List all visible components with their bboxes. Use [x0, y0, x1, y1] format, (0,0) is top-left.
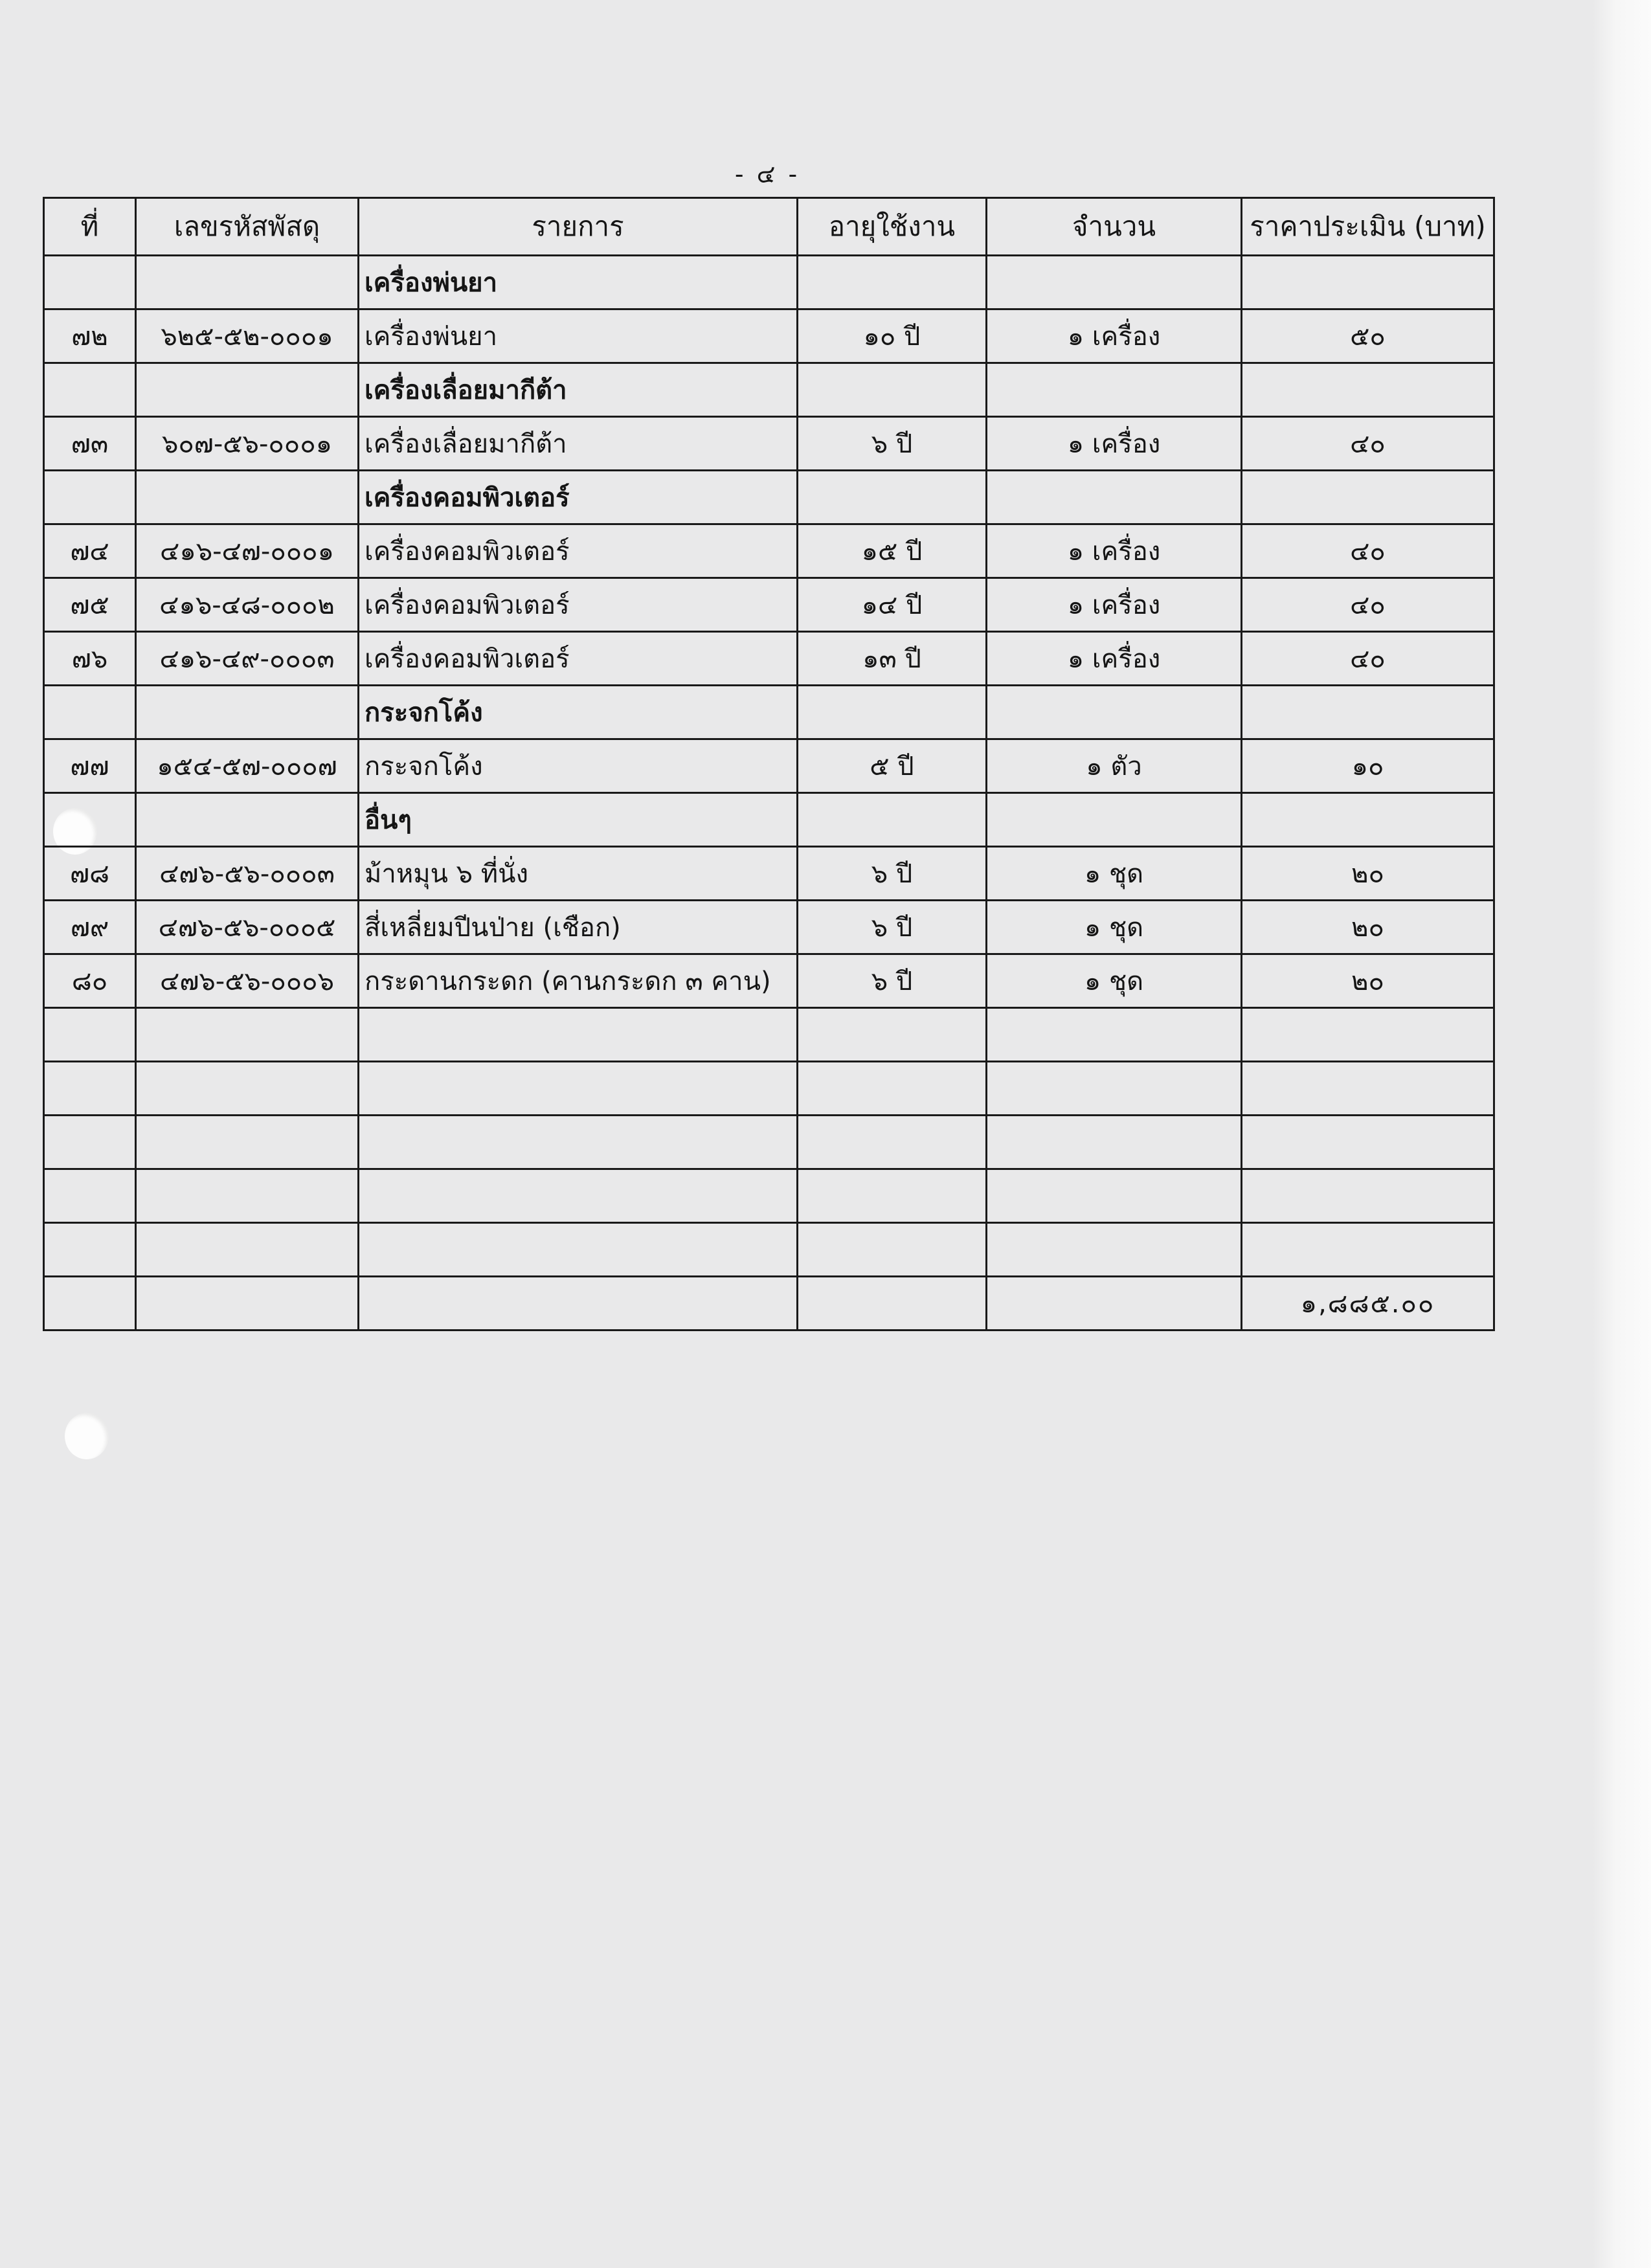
total-cell-empty	[136, 1277, 359, 1330]
item-name: อื่นๆ	[359, 793, 798, 847]
item-code	[136, 1116, 359, 1169]
row-number: ๗๔	[44, 524, 136, 578]
row-number	[44, 471, 136, 524]
item-name	[359, 1223, 798, 1277]
appraised-price	[1242, 793, 1494, 847]
appraised-price: ๑๐	[1242, 739, 1494, 793]
appraised-price: ๔๐	[1242, 417, 1494, 471]
quantity	[987, 256, 1242, 309]
row-number	[44, 793, 136, 847]
item-name: เครื่องเลื่อยมากีต้า	[359, 363, 798, 417]
row-number	[44, 363, 136, 417]
page-edge-shadow	[1593, 0, 1651, 2268]
item-code	[136, 363, 359, 417]
header-code: เลขรหัสพัสดุ	[136, 198, 359, 256]
total-cell-empty	[359, 1277, 798, 1330]
row-number	[44, 1008, 136, 1062]
useful-life: ๑๓ ปี	[798, 632, 987, 686]
table-row	[44, 954, 1494, 1008]
table-row	[44, 1008, 1494, 1062]
row-number: ๗๙	[44, 901, 136, 954]
quantity	[987, 1223, 1242, 1277]
page-number: - ๔ -	[734, 160, 800, 188]
category-row	[44, 363, 1494, 417]
item-name: กระจกโค้ง	[359, 739, 798, 793]
item-name	[359, 1169, 798, 1223]
useful-life	[798, 256, 987, 309]
appraised-price	[1242, 686, 1494, 739]
table-row	[44, 1062, 1494, 1116]
useful-life	[798, 1116, 987, 1169]
useful-life: ๖ ปี	[798, 901, 987, 954]
row-number	[44, 1062, 136, 1116]
header-price: ราคาประเมิน (บาท)	[1242, 198, 1494, 256]
useful-life: ๖ ปี	[798, 954, 987, 1008]
item-code	[136, 793, 359, 847]
item-code	[136, 686, 359, 739]
useful-life: ๑๔ ปี	[798, 578, 987, 632]
item-name	[359, 1008, 798, 1062]
table-row	[44, 847, 1494, 901]
useful-life	[798, 471, 987, 524]
useful-life	[798, 686, 987, 739]
appraised-price: ๔๐	[1242, 524, 1494, 578]
row-number: ๗๘	[44, 847, 136, 901]
header-life: อายุใช้งาน	[798, 198, 987, 256]
item-code: ๔๗๖-๕๖-๐๐๐๖	[136, 954, 359, 1008]
appraised-price	[1242, 1223, 1494, 1277]
appraised-price: ๔๐	[1242, 578, 1494, 632]
row-number: ๗๗	[44, 739, 136, 793]
appraised-price: ๒๐	[1242, 847, 1494, 901]
item-name	[359, 1062, 798, 1116]
useful-life	[798, 1062, 987, 1116]
header-qty: จำนวน	[987, 198, 1242, 256]
appraised-price	[1242, 471, 1494, 524]
item-name	[359, 1116, 798, 1169]
table-row	[44, 578, 1494, 632]
table-row	[44, 632, 1494, 686]
category-row	[44, 793, 1494, 847]
quantity: ๑ เครื่อง	[987, 417, 1242, 471]
row-number	[44, 1116, 136, 1169]
header-no: ที่	[44, 198, 136, 256]
item-code: ๔๑๖-๔๘-๐๐๐๒	[136, 578, 359, 632]
item-code: ๔๗๖-๕๖-๐๐๐๕	[136, 901, 359, 954]
item-name: ม้าหมุน ๖ ที่นั่ง	[359, 847, 798, 901]
quantity	[987, 1008, 1242, 1062]
quantity	[987, 1062, 1242, 1116]
table-row	[44, 1116, 1494, 1169]
appraised-price	[1242, 1169, 1494, 1223]
item-name: เครื่องคอมพิวเตอร์	[359, 524, 798, 578]
quantity: ๑ ชุด	[987, 847, 1242, 901]
useful-life: ๖ ปี	[798, 847, 987, 901]
category-row	[44, 471, 1494, 524]
appraised-price: ๔๐	[1242, 632, 1494, 686]
item-name: สี่เหลี่ยมปีนป่าย (เชือก)	[359, 901, 798, 954]
useful-life	[798, 363, 987, 417]
item-code	[136, 256, 359, 309]
useful-life	[798, 1223, 987, 1277]
inventory-table	[43, 197, 1495, 1331]
useful-life: ๖ ปี	[798, 417, 987, 471]
quantity: ๑ เครื่อง	[987, 632, 1242, 686]
row-number	[44, 1223, 136, 1277]
total-row	[44, 1277, 1494, 1330]
quantity	[987, 363, 1242, 417]
quantity: ๑ เครื่อง	[987, 309, 1242, 363]
useful-life: ๕ ปี	[798, 739, 987, 793]
header-item: รายการ	[359, 198, 798, 256]
useful-life: ๑๕ ปี	[798, 524, 987, 578]
table-row	[44, 1169, 1494, 1223]
appraised-price	[1242, 1062, 1494, 1116]
item-code	[136, 1169, 359, 1223]
table-row	[44, 901, 1494, 954]
useful-life	[798, 1169, 987, 1223]
total-cell-empty	[44, 1277, 136, 1330]
appraised-price: ๒๐	[1242, 901, 1494, 954]
item-name: เครื่องคอมพิวเตอร์	[359, 578, 798, 632]
row-number: ๗๕	[44, 578, 136, 632]
category-row	[44, 256, 1494, 309]
total-price: ๑,๘๘๕.๐๐	[1242, 1277, 1494, 1330]
table-row	[44, 1223, 1494, 1277]
quantity: ๑ เครื่อง	[987, 578, 1242, 632]
item-name: เครื่องคอมพิวเตอร์	[359, 471, 798, 524]
item-name: เครื่องพ่นยา	[359, 309, 798, 363]
item-name: กระจกโค้ง	[359, 686, 798, 739]
table-row	[44, 417, 1494, 471]
row-number	[44, 256, 136, 309]
quantity: ๑ ตัว	[987, 739, 1242, 793]
appraised-price	[1242, 1116, 1494, 1169]
quantity	[987, 686, 1242, 739]
item-code	[136, 471, 359, 524]
quantity	[987, 1116, 1242, 1169]
appraised-price: ๒๐	[1242, 954, 1494, 1008]
total-cell-empty	[987, 1277, 1242, 1330]
item-code: ๔๑๖-๔๗-๐๐๐๑	[136, 524, 359, 578]
table-row	[44, 524, 1494, 578]
quantity: ๑ ชุด	[987, 901, 1242, 954]
row-number: ๗๒	[44, 309, 136, 363]
item-code	[136, 1062, 359, 1116]
item-name: เครื่องคอมพิวเตอร์	[359, 632, 798, 686]
quantity	[987, 471, 1242, 524]
item-code: ๖๐๗-๕๖-๐๐๐๑	[136, 417, 359, 471]
appraised-price	[1242, 363, 1494, 417]
useful-life: ๑๐ ปี	[798, 309, 987, 363]
item-name: เครื่องพ่นยา	[359, 256, 798, 309]
appraised-price	[1242, 1008, 1494, 1062]
useful-life	[798, 793, 987, 847]
item-code: ๖๒๕-๕๒-๐๐๐๑	[136, 309, 359, 363]
quantity: ๑ เครื่อง	[987, 524, 1242, 578]
quantity	[987, 793, 1242, 847]
row-number	[44, 686, 136, 739]
table-body	[44, 256, 1494, 1277]
item-code: ๔๑๖-๔๙-๐๐๐๓	[136, 632, 359, 686]
quantity	[987, 1169, 1242, 1223]
table-row	[44, 309, 1494, 363]
total-cell-empty	[798, 1277, 987, 1330]
appraised-price: ๕๐	[1242, 309, 1494, 363]
row-number: ๗๖	[44, 632, 136, 686]
row-number: ๗๓	[44, 417, 136, 471]
useful-life	[798, 1008, 987, 1062]
punch-hole	[65, 1413, 109, 1459]
row-number: ๘๐	[44, 954, 136, 1008]
quantity: ๑ ชุด	[987, 954, 1242, 1008]
item-code: ๔๗๖-๕๖-๐๐๐๓	[136, 847, 359, 901]
category-row	[44, 686, 1494, 739]
item-code	[136, 1008, 359, 1062]
table-row	[44, 739, 1494, 793]
item-name: เครื่องเลื่อยมากีต้า	[359, 417, 798, 471]
item-name: กระดานกระดก (คานกระดก ๓ คาน)	[359, 954, 798, 1008]
table-header-row	[44, 198, 1494, 256]
row-number	[44, 1169, 136, 1223]
appraised-price	[1242, 256, 1494, 309]
item-code	[136, 1223, 359, 1277]
item-code: ๑๕๔-๕๗-๐๐๐๗	[136, 739, 359, 793]
